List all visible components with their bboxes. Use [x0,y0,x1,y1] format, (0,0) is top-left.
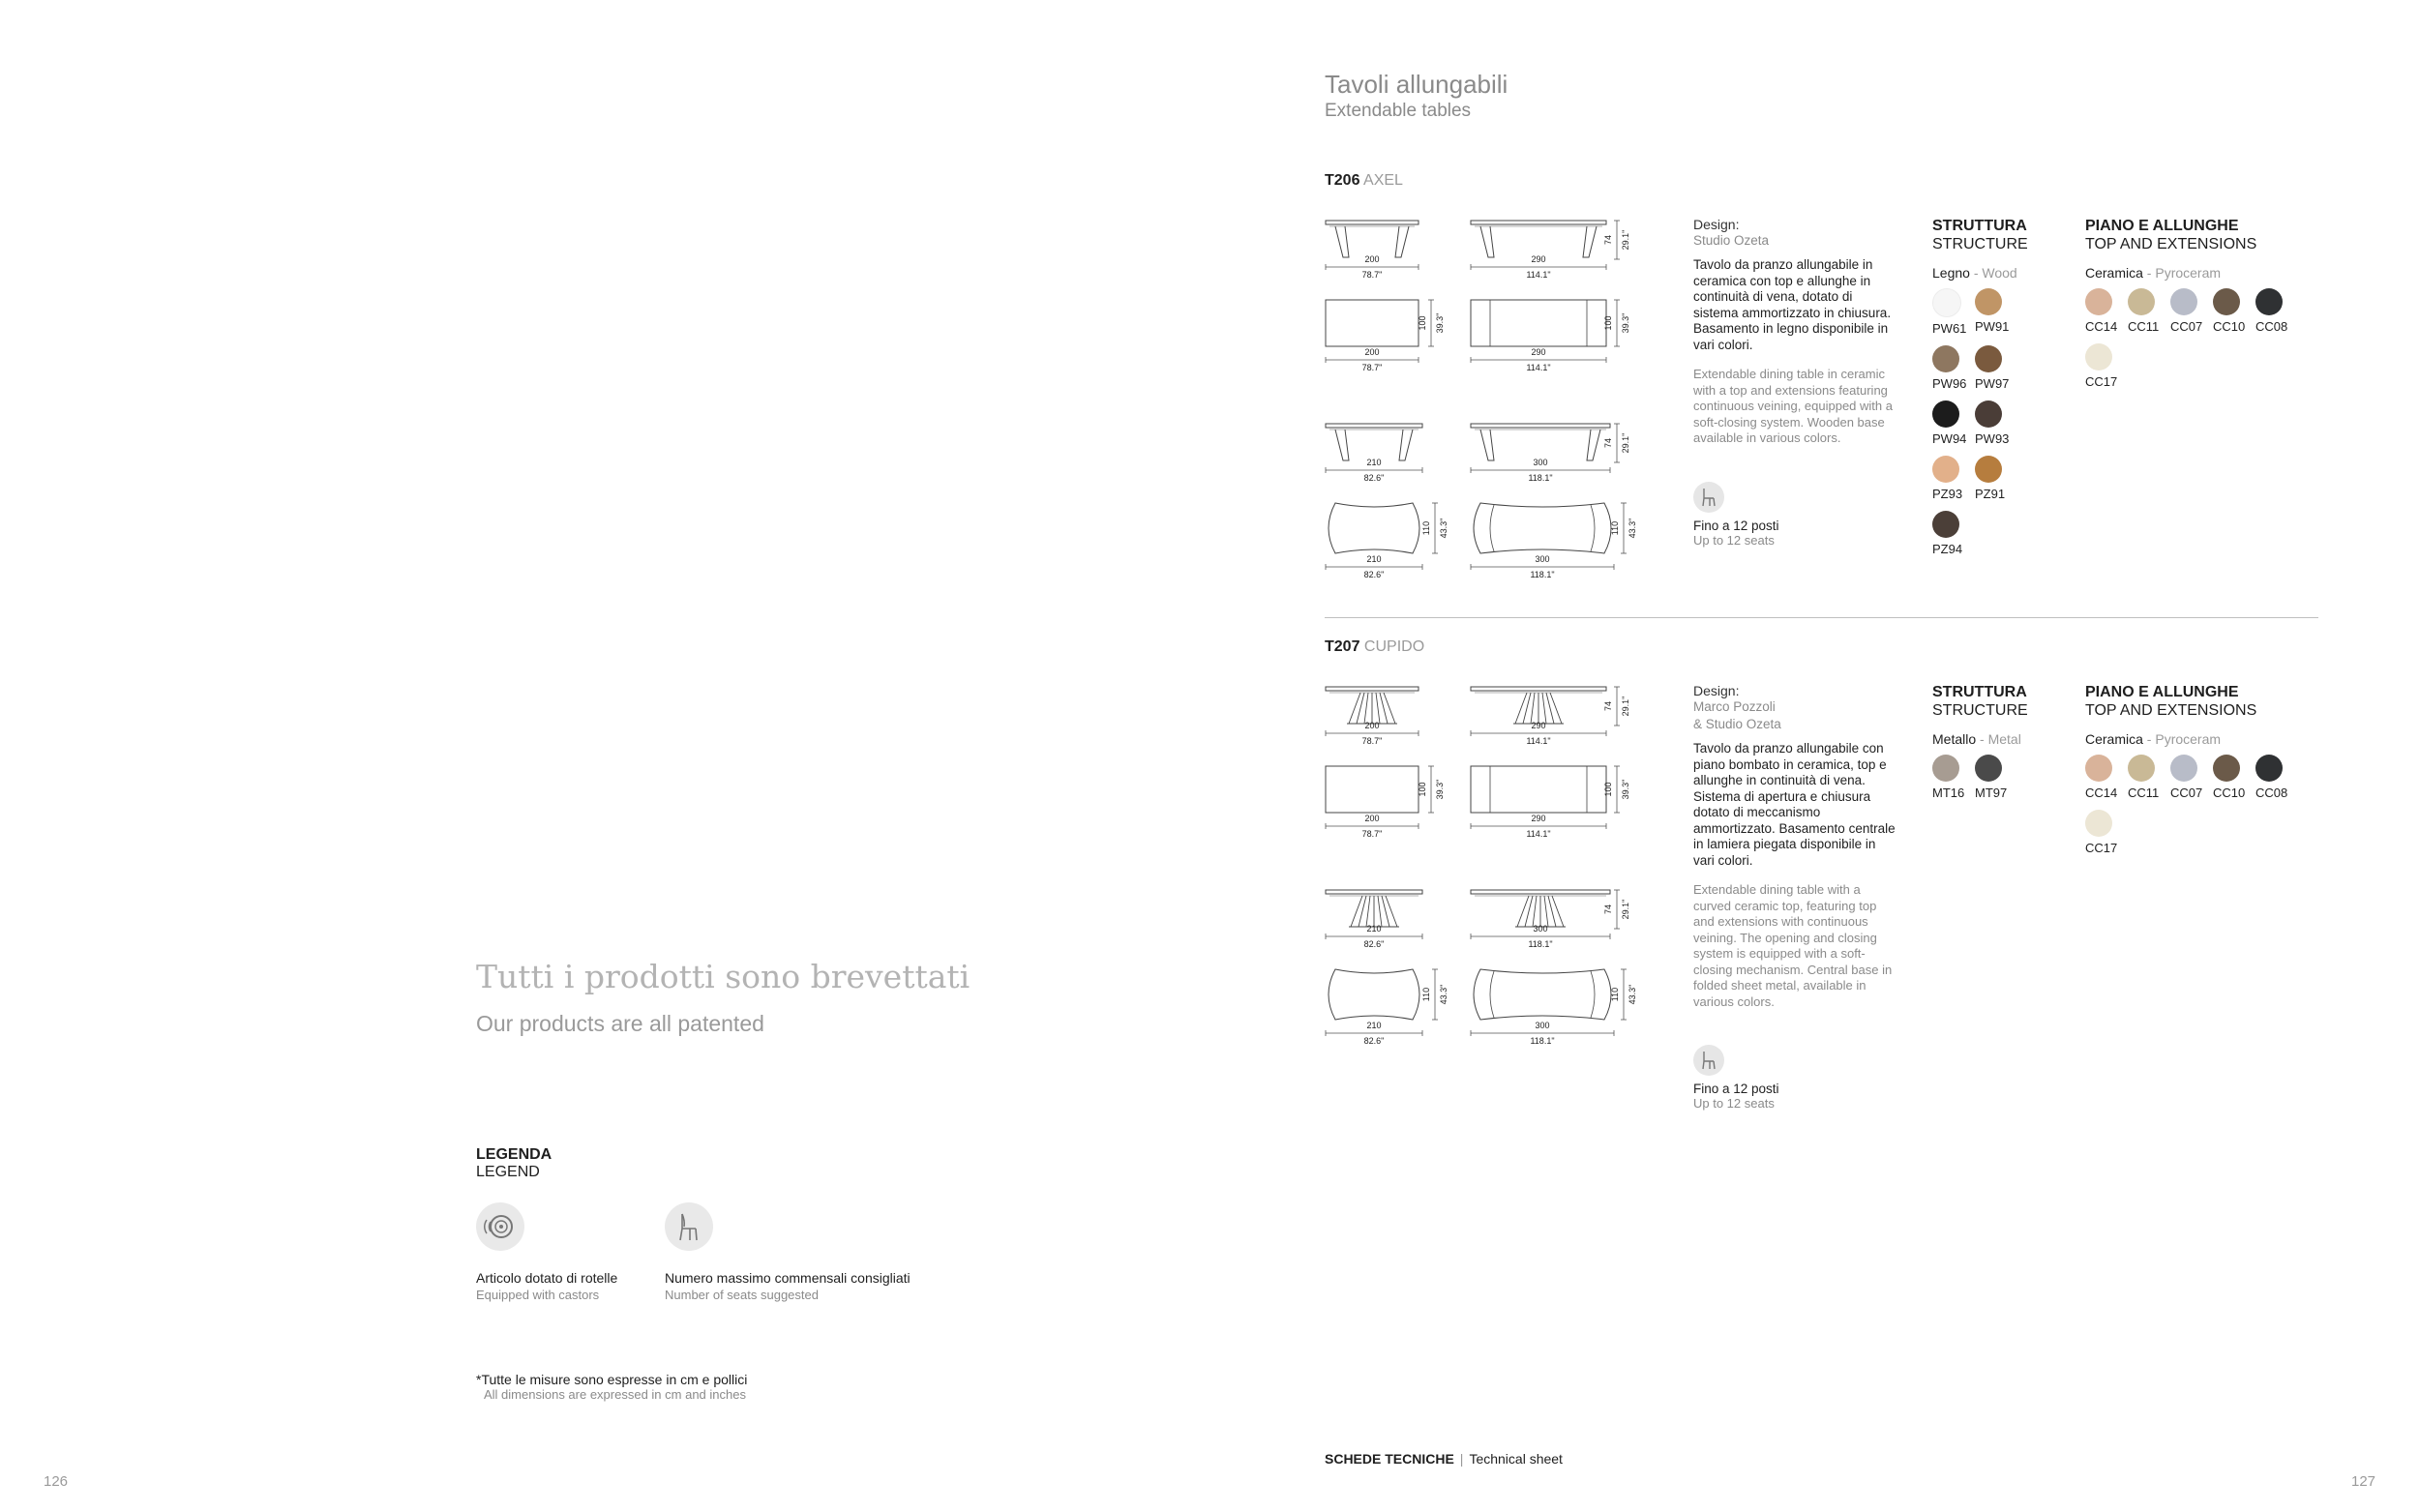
dim-front-c-inch: 82.6" [1363,473,1385,483]
legend-title-en: LEGEND [476,1164,540,1180]
dim-plan-a-inch: 78.7" [1361,363,1383,372]
footer-separator: | [1459,1451,1464,1467]
top-material-it: Ceramica [2085,731,2143,747]
structure-column [1932,683,2068,800]
swatch-color [2085,755,2112,782]
swatch-cc14[interactable] [2085,755,2128,800]
plan-view-closed-b [1329,503,1419,553]
swatch-code: CC10 [2213,319,2246,334]
dim-plan-c-inch: 82.6" [1363,1036,1385,1046]
dim-depth-c-cm: 110 [1421,520,1431,536]
top-heading-it: PIANO E ALLUNGHE [2085,218,2239,234]
structure-material-it: Legno [1932,265,1970,281]
chair-icon [665,1202,713,1251]
top-material-sep: - [2142,265,2156,281]
dim-height-b-inch: 29.1" [1621,432,1630,454]
legend-item-label-it: Articolo dotato di rotelle [476,1270,618,1286]
front-view-closed [1326,687,1419,724]
dim-plan-b-cm: 290 [1531,347,1546,357]
swatch-code: CC07 [2170,319,2203,334]
swatch-code: CC11 [2128,786,2160,800]
design-label: Design: [1693,683,1740,698]
dim-front-b-cm: 290 [1531,254,1546,264]
dim-depth-d-inch: 43.3" [1628,984,1637,1005]
structure-material-en: Wood [1982,265,2017,281]
swatch-color [1975,288,2002,315]
seats-en: Up to 12 seats [1693,1096,1775,1111]
footnote-it: *Tutte le misure sono espresse in cm e pollici [476,1372,748,1387]
section-divider [1325,617,2318,618]
swatch-code: PW94 [1932,431,1967,446]
swatch-code: CC17 [2085,374,2118,389]
swatch-code: CC17 [2085,841,2118,855]
swatch-pw96[interactable] [1932,345,1975,391]
seats-en: Up to 12 seats [1693,532,1775,548]
footer-label-en: Technical sheet [1469,1451,1563,1467]
swatch-cc11[interactable] [2128,755,2170,800]
front-view-extended [1471,221,1606,257]
dim-depth-d-cm: 110 [1610,520,1620,536]
designer-name: & Studio Ozeta [1693,717,1781,731]
swatch-code: CC10 [2213,786,2246,800]
dim-front-d-inch: 118.1" [1528,473,1553,483]
dim-plan-c-cm: 210 [1366,554,1382,564]
legend-title [476,1146,552,1181]
footer-label [1325,1451,1563,1467]
swatch-code: CC08 [2255,786,2288,800]
designer-name: Studio Ozeta [1693,233,1770,248]
front-view-extended-b [1471,424,1610,460]
dim-plan-a-cm: 200 [1364,347,1380,357]
top-heading-it: PIANO E ALLUNGHE [2085,684,2239,700]
front-view-closed [1326,221,1419,257]
chair-icon [1693,1045,1724,1076]
swatch-cc08[interactable] [2255,755,2298,800]
dim-front-b-inch: 114.1" [1526,736,1551,746]
swatch-code: PW96 [1932,376,1967,391]
dim-depth-b-cm: 100 [1603,782,1613,797]
front-view-closed-b [1326,424,1422,460]
plan-view-closed [1326,766,1419,813]
swatch-color [2085,810,2112,837]
dim-front-d-cm: 300 [1533,924,1548,934]
plan-view-closed-b [1329,969,1419,1020]
top-heading-en: TOP AND EXTENSIONS [2085,236,2257,252]
dim-depth-c-inch: 43.3" [1439,518,1448,539]
swatch-code: MT97 [1975,786,2008,800]
swatch-cc08[interactable] [2255,288,2298,334]
swatch-mt97[interactable] [1975,755,2017,800]
description-column [1693,217,1896,548]
swatch-color [2213,288,2240,315]
dim-height-cm: 74 [1603,234,1613,246]
footer-label-bold: SCHEDE TECNICHE [1325,1451,1454,1467]
top-material [2085,731,2317,747]
swatch-code: CC14 [2085,319,2118,334]
front-view-extended [1471,687,1606,724]
swatch-color [1975,456,2002,483]
swatch-code: PW93 [1975,431,2010,446]
plan-view-extended-b [1474,503,1611,553]
page-number-left: 126 [44,1473,69,1490]
dim-depth-b-inch: 39.3" [1621,312,1630,334]
dim-depth-cm: 100 [1418,782,1427,797]
dim-plan-b-inch: 114.1" [1526,363,1551,372]
legend-title-it: LEGENDA [476,1146,552,1163]
swatch-cc10[interactable] [2213,288,2255,334]
product-name [1325,172,1403,190]
dim-front-a-cm: 200 [1364,721,1380,730]
front-view-closed-b [1326,890,1422,927]
top-heading-en: TOP AND EXTENSIONS [2085,702,2257,719]
top-extensions-column [2085,217,2317,389]
swatch-color [1932,511,1959,538]
dim-front-d-cm: 300 [1533,458,1548,467]
swatch-cc14[interactable] [2085,288,2128,334]
legend-item-label-it: Numero massimo commensali consigliati [665,1270,911,1286]
dim-front-c-cm: 210 [1366,458,1382,467]
swatch-color [2213,755,2240,782]
dim-plan-c-inch: 82.6" [1363,570,1385,579]
top-heading [2085,217,2317,253]
swatch-color [2128,755,2155,782]
product-model-name: CUPIDO [1363,638,1425,655]
top-heading [2085,683,2317,720]
structure-material-sep: - [1969,265,1983,281]
dim-plan-d-inch: 118.1" [1530,570,1555,579]
structure-swatches [1932,755,2068,800]
swatch-pz93[interactable] [1932,456,1975,501]
legend-item-label-en: Number of seats suggested [665,1288,819,1302]
description-it: Tavolo da pranzo allungabile con piano bombato in ceramica, top e allunghe in continuità di vena. Sistema di apertura e chiusura dotato di meccanismo ammortizzato. Basamento centrale in lamiera piegata disponibile in vari colori. [1693,741,1896,868]
swatch-pw61[interactable] [1932,288,1975,336]
swatch-color [1975,400,2002,428]
swatch-code: PW61 [1932,321,1967,336]
product-model-name: AXEL [1363,172,1403,189]
dim-front-d-inch: 118.1" [1528,939,1553,949]
swatch-pw94[interactable] [1932,400,1975,446]
structure-material [1932,265,2068,281]
swatch-color [2085,343,2112,371]
swatch-color [2085,288,2112,315]
dim-depth-b-cm: 100 [1603,315,1613,331]
dim-front-b-inch: 114.1" [1526,270,1551,280]
swatch-code: MT16 [1932,786,1965,800]
swatch-color [1975,755,2002,782]
dim-depth-cm: 100 [1418,315,1427,331]
dim-depth-d-inch: 43.3" [1628,518,1637,539]
swatch-color [1932,345,1959,372]
top-material-sep: - [2142,731,2156,747]
swatch-color [2128,288,2155,315]
swatch-color [1932,400,1959,428]
top-material [2085,265,2317,281]
structure-column [1932,217,2068,556]
dim-plan-b-inch: 114.1" [1526,829,1551,839]
structure-heading [1932,683,2068,720]
legend-item-seats [665,1202,911,1303]
dim-height-b-inch: 29.1" [1621,899,1630,920]
swatch-code: PZ93 [1932,487,1963,501]
swatch-color [1932,755,1959,782]
swatch-code: PW97 [1975,376,2010,391]
swatch-color [1932,456,1959,483]
swatch-color [1932,288,1961,317]
dimension-drawings [1322,685,1651,1062]
swatch-cc17[interactable] [2085,343,2128,389]
dimensions-footnote [476,1372,747,1403]
description-en: Extendable dining table in ceramic with a top and extensions featuring continuous veining, equipped with a soft-closing system. Wooden base available in various colors. [1693,367,1893,445]
swatch-color [2170,755,2197,782]
plan-view-closed [1326,300,1419,346]
dim-depth-d-cm: 110 [1610,987,1620,1002]
swatch-cc07[interactable] [2170,755,2213,800]
top-extensions-column [2085,683,2317,855]
dim-height-b-cm: 74 [1603,904,1613,915]
swatch-code: CC07 [2170,786,2203,800]
plan-view-extended [1471,766,1606,813]
dim-front-c-cm: 210 [1366,924,1382,934]
dim-height-b-cm: 74 [1603,437,1613,449]
swatch-pz94[interactable] [1932,511,1975,556]
top-material-it: Ceramica [2085,265,2143,281]
swatch-cc10[interactable] [2213,755,2255,800]
seats-it: Fino a 12 posti [1693,518,1779,533]
page-title: Tavoli allungabili [1325,70,1508,99]
swatch-pw97[interactable] [1975,345,2017,391]
swatch-code: PW91 [1975,319,2010,334]
top-swatches [2085,755,2317,855]
dim-plan-a-cm: 200 [1364,814,1380,823]
structure-heading-it: STRUTTURA [1932,684,2027,700]
swatch-pw93[interactable] [1975,400,2017,446]
footnote-en: All dimensions are expressed in cm and inches [484,1387,746,1402]
dim-depth-c-cm: 110 [1421,987,1431,1002]
structure-heading-it: STRUTTURA [1932,218,2027,234]
structure-heading-en: STRUCTURE [1932,702,2028,719]
structure-swatches [1932,288,2068,556]
dim-front-a-inch: 78.7" [1361,270,1383,280]
description-it: Tavolo da pranzo allungabile in ceramica con top e allunghe in continuità di vena, dotato di sistema ammortizzato in chiusura. Basamento in legno disponibile in vari colori. [1693,257,1892,352]
plan-view-extended [1471,300,1606,346]
dim-height-inch: 29.1" [1621,229,1630,251]
structure-material-en: Metal [1987,731,2021,747]
designer-name: Marco Pozzoli [1693,699,1776,714]
swatch-code: CC08 [2255,319,2288,334]
top-swatches [2085,288,2317,389]
design-label: Design: [1693,217,1740,232]
structure-material-sep: - [1976,731,1988,747]
product-code: T206 [1325,172,1360,189]
dim-depth-b-inch: 39.3" [1621,779,1630,800]
chair-icon [1693,482,1724,513]
legend-item-label-en: Equipped with castors [476,1288,600,1302]
seats-it: Fino a 12 posti [1693,1082,1779,1096]
legend-item-castors [476,1202,617,1303]
page-subtitle: Extendable tables [1325,101,1472,121]
dim-depth-inch: 39.3" [1435,312,1445,334]
description-column [1693,683,1896,1111]
dim-front-b-cm: 290 [1531,721,1546,730]
structure-heading-en: STRUCTURE [1932,236,2028,252]
dim-depth-c-inch: 43.3" [1439,984,1448,1005]
swatch-color [2255,288,2283,315]
page-number-right: 127 [2351,1473,2376,1490]
swatch-code: CC14 [2085,786,2118,800]
top-material-en: Pyroceram [2155,731,2222,747]
swatch-color [2255,755,2283,782]
structure-material [1932,731,2068,747]
swatch-cc07[interactable] [2170,288,2213,334]
front-view-extended-b [1471,890,1610,927]
dim-plan-d-cm: 300 [1535,1021,1550,1030]
swatch-code: CC11 [2128,319,2160,334]
swatch-mt16[interactable] [1932,755,1975,800]
dim-plan-d-inch: 118.1" [1530,1036,1555,1046]
dim-plan-b-cm: 290 [1531,814,1546,823]
dim-front-a-inch: 78.7" [1361,736,1383,746]
castor-wheel-icon [476,1202,524,1251]
dimension-drawings [1322,219,1651,596]
dim-depth-inch: 39.3" [1435,779,1445,800]
dim-height-inch: 29.1" [1621,696,1630,717]
dim-front-c-inch: 82.6" [1363,939,1385,949]
swatch-pw91[interactable] [1975,288,2017,336]
plan-view-extended-b [1474,969,1611,1020]
dim-front-a-cm: 200 [1364,254,1380,264]
swatch-pz91[interactable] [1975,456,2017,501]
structure-heading [1932,217,2068,253]
swatch-cc11[interactable] [2128,288,2170,334]
patent-subheadline: Our products are all patented [476,1011,764,1036]
dim-plan-a-inch: 78.7" [1361,829,1383,839]
product-code: T207 [1325,638,1360,655]
dim-height-cm: 74 [1603,700,1613,712]
swatch-color [1975,345,2002,372]
swatch-cc17[interactable] [2085,810,2128,855]
dim-plan-c-cm: 210 [1366,1021,1382,1030]
swatch-code: PZ91 [1975,487,2006,501]
patent-headline: Tutti i prodotti sono brevettati [476,958,971,995]
swatch-color [2170,288,2197,315]
product-name [1325,638,1424,656]
dim-plan-d-cm: 300 [1535,554,1550,564]
swatch-code: PZ94 [1932,542,1963,556]
description-en: Extendable dining table with a curved ceramic top, featuring top and extensions with continuous veining. The opening and closing system is equipped with a soft-closing mechanism. Central base in folded sheet metal, available in various colors. [1693,882,1893,1009]
structure-material-it: Metallo [1932,731,1977,747]
top-material-en: Pyroceram [2155,265,2222,281]
